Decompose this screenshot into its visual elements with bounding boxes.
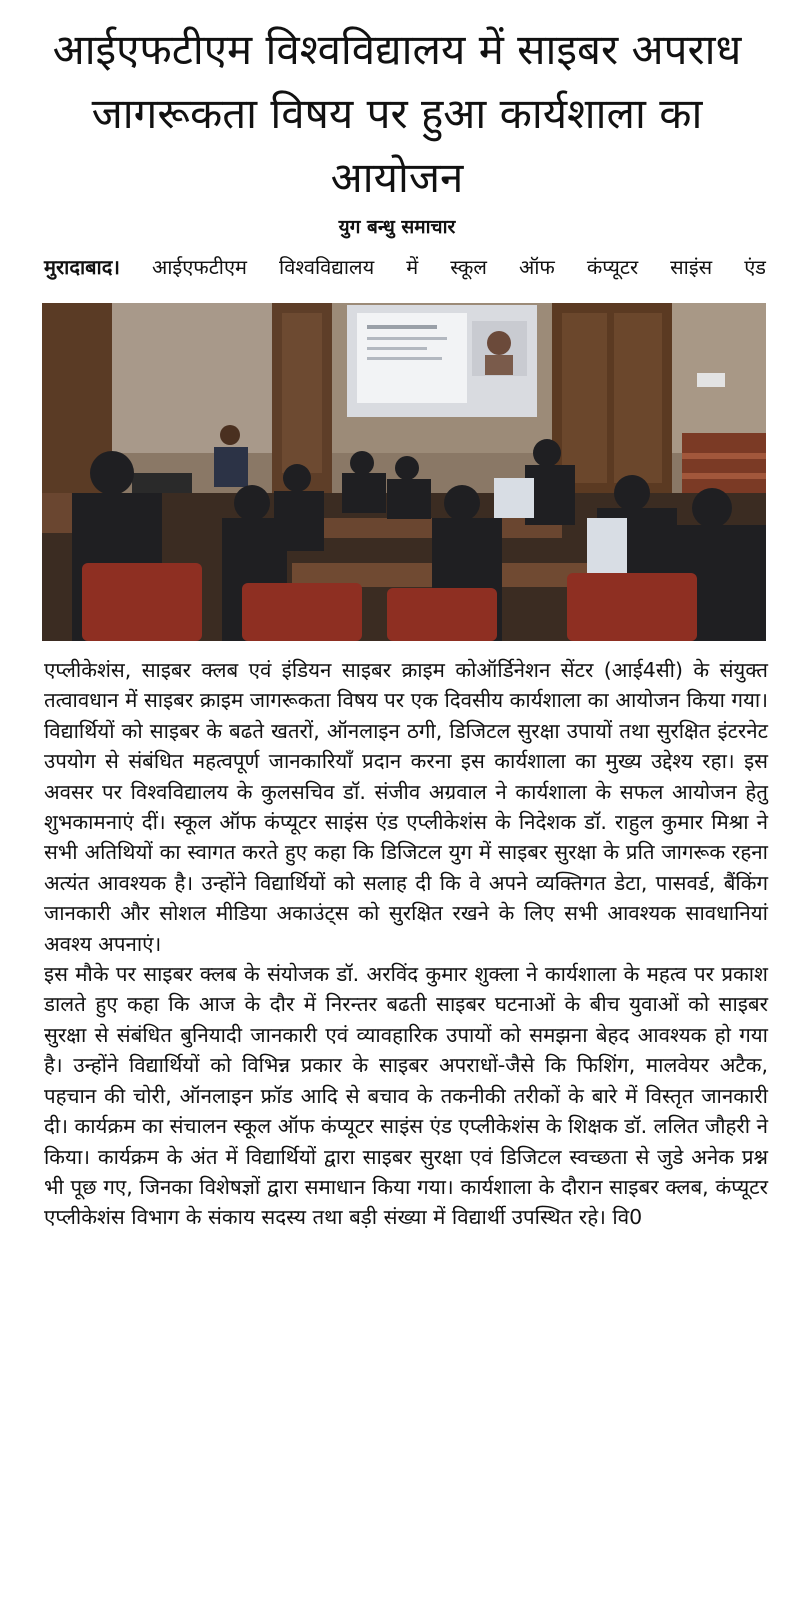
article-byline: युग बन्धु समाचार: [338, 216, 456, 238]
article-photo: [42, 303, 766, 641]
article-headline: आईएफटीएम विश्वविद्यालय में साइबर अपराध जागरूकता विषय पर हुआ कार्यशाला का आयोजन: [52, 25, 742, 202]
lead-text: आईएफटीएम विश्वविद्यालय में स्कूल ऑफ कंप्यूटर साइंस एंड: [151, 255, 767, 279]
article-paragraph-1: एप्लीकेशंस, साइबर क्लब एवं इंडियन साइबर क्राइम कोऑर्डिनेशन सेंटर (आई4सी) के संयुक्त तत्वावधान में साइबर क्राइम जागरूकता विषय पर एक दिवसीय कार्यशाला का आयोजन किया गया। विद्यार्थियों को साइबर के बढते खतरों, ऑनलाइन ठगी, डिजिटल सुरक्षा उपायों तथा सुरक्षित इंटरनेट उपयोग से संबंधित महत्वपूर्ण जानकारियाँ प्रदान करना इस कार्यशाला का मुख्य उद्देश्य रहा। इस अवसर पर विश्वविद्यालय के कुलसचिव डॉ. संजीव अग्रवाल ने कार्यशाला के सफल आयोजन हेतु शुभकामनाएं दीं। स्कूल ऑफ कंप्यूटर साइंस एंड एप्लीकेशंस के निदेशक डॉ. राहुल कुमार मिश्रा ने सभी अतिथियों का स्वागत करते हुए कहा कि डिजिटल युग में साइबर सुरक्षा के प्रति जागरूक रहना अत्यंत आवश्यक है। उन्होंने विद्यार्थियों को सलाह दी कि वे अपने व्यक्तिगत डेटा, पासवर्ड, बैंकिंग जानकारी और सोशल मीडिया अकाउंट्स को सुरक्षित रखने के लिए सभी आवश्यक सावधानियां अवश्य अपनाएं।: [44, 658, 768, 956]
cropped-previous-text: [0, 0, 794, 1]
article-lead: [44, 252, 766, 282]
dateline: मुरादाबाद।: [44, 255, 120, 279]
article-body: [44, 655, 768, 1233]
article-paragraph-2: इस मौके पर साइबर क्लब के संयोजक डॉ. अरविंद कुमार शुक्ला ने कार्यशाला के महत्व पर प्रकाश डालते हुए कहा कि आज के दौर में निरन्तर बढती साइबर घटनाओं के बीच युवाओं को साइबर सुरक्षा से संबंधित बुनियादी जानकारी एवं व्यावहारिक उपायों को समझना बेहद आवश्यक हो गया है। उन्होंने विद्यार्थियों को विभिन्न प्रकार के साइबर अपराधों-जैसे कि फिशिंग, मालवेयर अटैक, पहचान की चोरी, ऑनलाइन फ्रॉड आदि से बचाव के तकनीकी तरीकों के बारे में विस्तृत जानकारी दी। कार्यक्रम का संचालन स्कूल ऑफ कंप्यूटर साइंस एंड एप्लीकेशंस के शिक्षक डॉ. ललित जौहरी ने किया। कार्यक्रम के अंत में विद्यार्थियों द्वारा साइबर सुरक्षा एवं डिजिटल स्वच्छता से जुडे अनेक प्रश्न भी पूछ गए, जिनका विशेषज्ञों द्वारा समाधान किया गया। कार्यशाला के दौरान साइबर क्लब, कंप्यूटर एप्लीकेशंस विभाग के संकाय सदस्य तथा बड़ी संख्या में विद्यार्थी उपस्थित रहे। वि0: [44, 962, 768, 1230]
